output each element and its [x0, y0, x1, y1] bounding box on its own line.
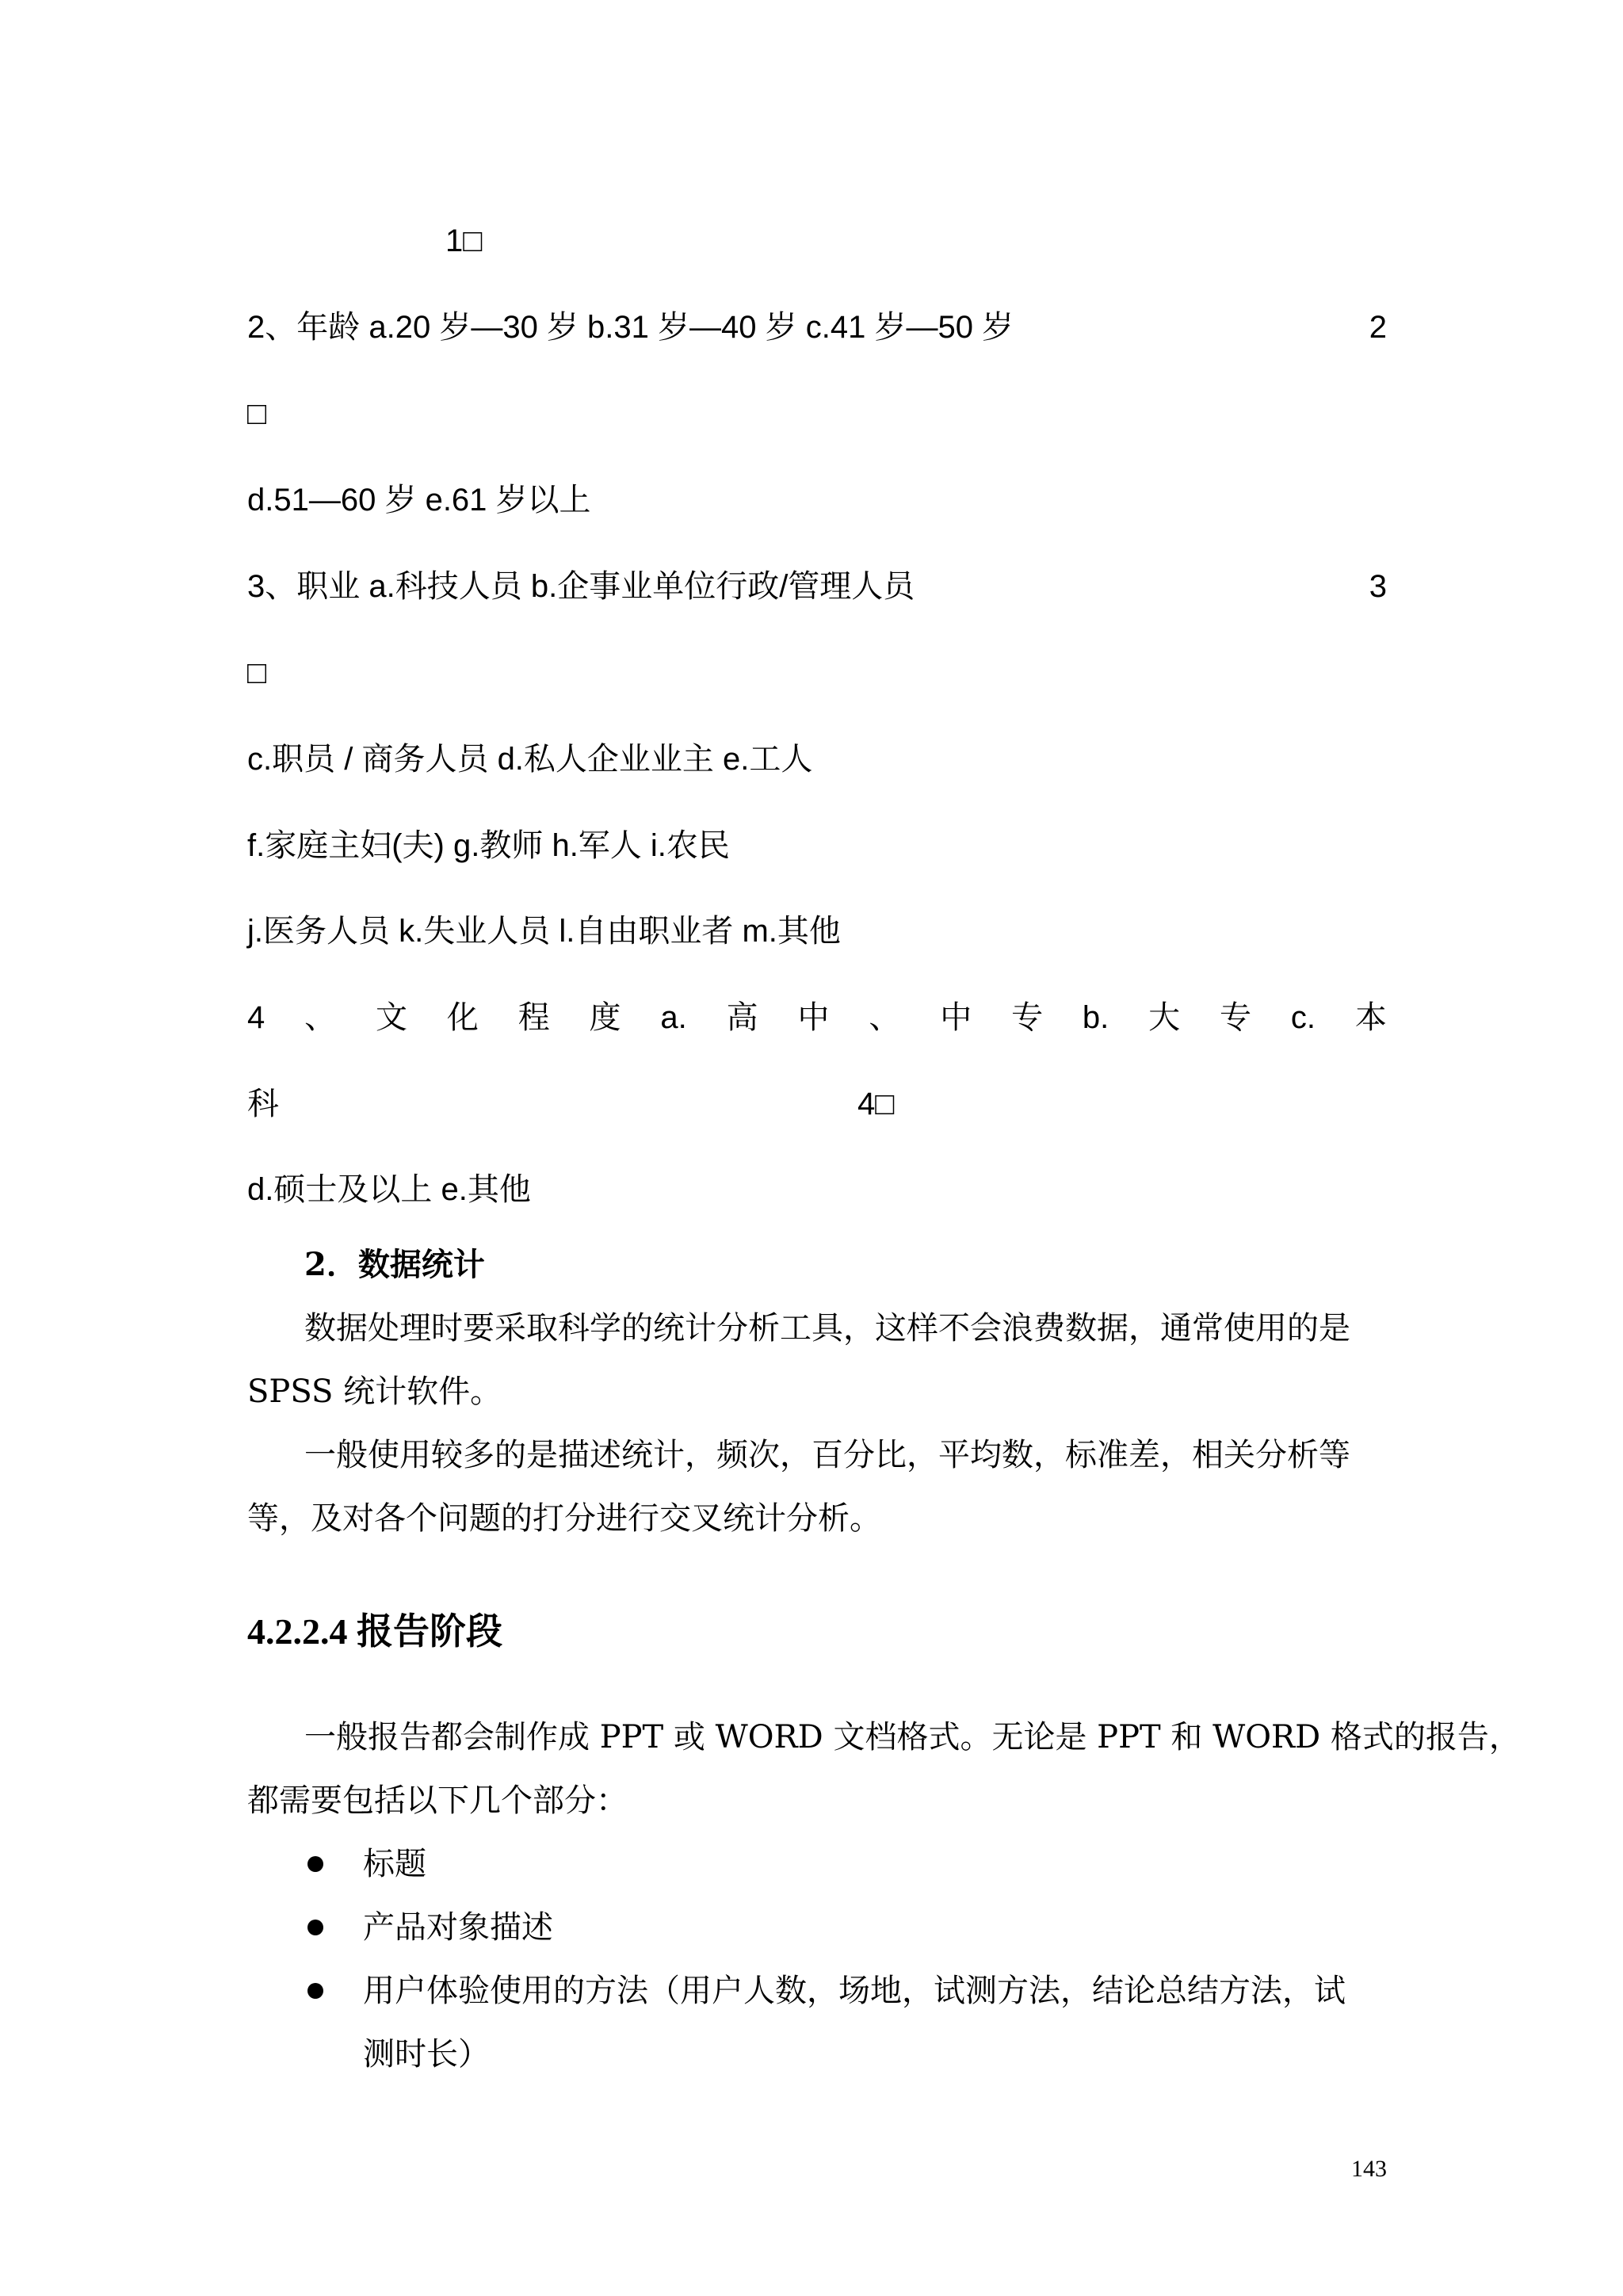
paragraph-2-line-2: 等，及对各个问题的打分进行交叉统计分析。 — [247, 1500, 881, 1537]
question-2-line: 2、年龄 a.20 岁—30 岁 b.31 岁—40 岁 c.41 岁—50 岁 — [247, 310, 1014, 345]
question-3-options-row-3: j.医务人员 k.失业人员 l.自由职业者 m.其他 — [247, 914, 841, 949]
q4-part: 程 — [517, 1000, 550, 1035]
q4-part: 、 — [869, 1000, 901, 1035]
bullet-item-methods: 用户体验使用的方法（用户人数，场地，试测方法，结论总结方法，试 — [363, 1973, 1346, 2009]
section-heading-report-stage: 4.2.2.4 报告阶段 — [247, 1611, 502, 1652]
question-4-box: 4□ — [857, 1087, 895, 1121]
report-paragraph-line-2: 都需要包括以下几个部分： — [247, 1782, 628, 1819]
q4-part: 专 — [1220, 1000, 1251, 1035]
report-paragraph-line-1: 一般报告都会制作成 PPT 或 WORD 文档格式。无论是 PPT 和 WORD 格式的报告， — [304, 1719, 1521, 1755]
question-2-box: □ — [247, 396, 267, 431]
question-4-ke: 科 — [247, 1087, 279, 1121]
q4-part: 文 — [375, 1000, 407, 1035]
question-4-options-continued: d.硕士及以上 e.其他 — [247, 1172, 531, 1207]
question-2-options-continued: d.51—60 岁 e.61 岁以上 — [247, 483, 591, 518]
q4-part: c. — [1290, 1000, 1316, 1035]
bullet-dot-icon — [307, 1983, 323, 1999]
page-number: 143 — [1351, 2156, 1387, 2182]
bullet-dot-icon — [307, 1856, 323, 1872]
question-3-options-row-1: c.职员 / 商务人员 d.私人企业业主 e.工人 — [247, 742, 813, 777]
q4-part: a. — [660, 1000, 687, 1035]
paragraph-2-line-1: 一般使用较多的是描述统计，频次，百分比，平均数，标准差，相关分析等 — [304, 1437, 1350, 1473]
question-1-box: 1□ — [445, 223, 483, 258]
paragraph-1-line-2: SPSS 统计软件。 — [247, 1373, 502, 1410]
q4-part: 高 — [726, 1000, 758, 1035]
q4-part: 中 — [940, 1000, 972, 1035]
q4-part: 中 — [797, 1000, 830, 1035]
question-3-line: 3、职业 a.科技人员 b.企事业单位行政/管理人员 — [247, 569, 915, 604]
question-3-options-row-2: f.家庭主妇(夫) g.教师 h.军人 i.农民 — [247, 828, 730, 863]
q4-part: 大 — [1148, 1000, 1181, 1035]
q4-part: 度 — [589, 1000, 621, 1035]
bullet-item-methods-continued: 测时长） — [363, 2036, 490, 2073]
bullet-dot-icon — [307, 1920, 323, 1935]
question-3-number: 3 — [1369, 569, 1387, 604]
q4-part: 专 — [1011, 1000, 1044, 1035]
q4-part: 、 — [304, 1000, 337, 1035]
section-title-data-statistics: 2．数据统计 — [304, 1246, 485, 1283]
question-4-line — [247, 1002, 1387, 1033]
question-2-number: 2 — [1369, 310, 1387, 345]
bullet-item-product-description: 产品对象描述 — [363, 1909, 553, 1946]
q4-part: 本 — [1354, 1000, 1387, 1035]
q4-part: 4 — [247, 1000, 265, 1035]
question-3-box: □ — [247, 655, 267, 690]
bullet-item-title: 标题 — [363, 1846, 426, 1882]
q4-part: 化 — [446, 1000, 479, 1035]
q4-part: b. — [1082, 1000, 1109, 1035]
paragraph-1-line-1: 数据处理时要采取科学的统计分析工具，这样不会浪费数据，通常使用的是 — [304, 1310, 1350, 1347]
